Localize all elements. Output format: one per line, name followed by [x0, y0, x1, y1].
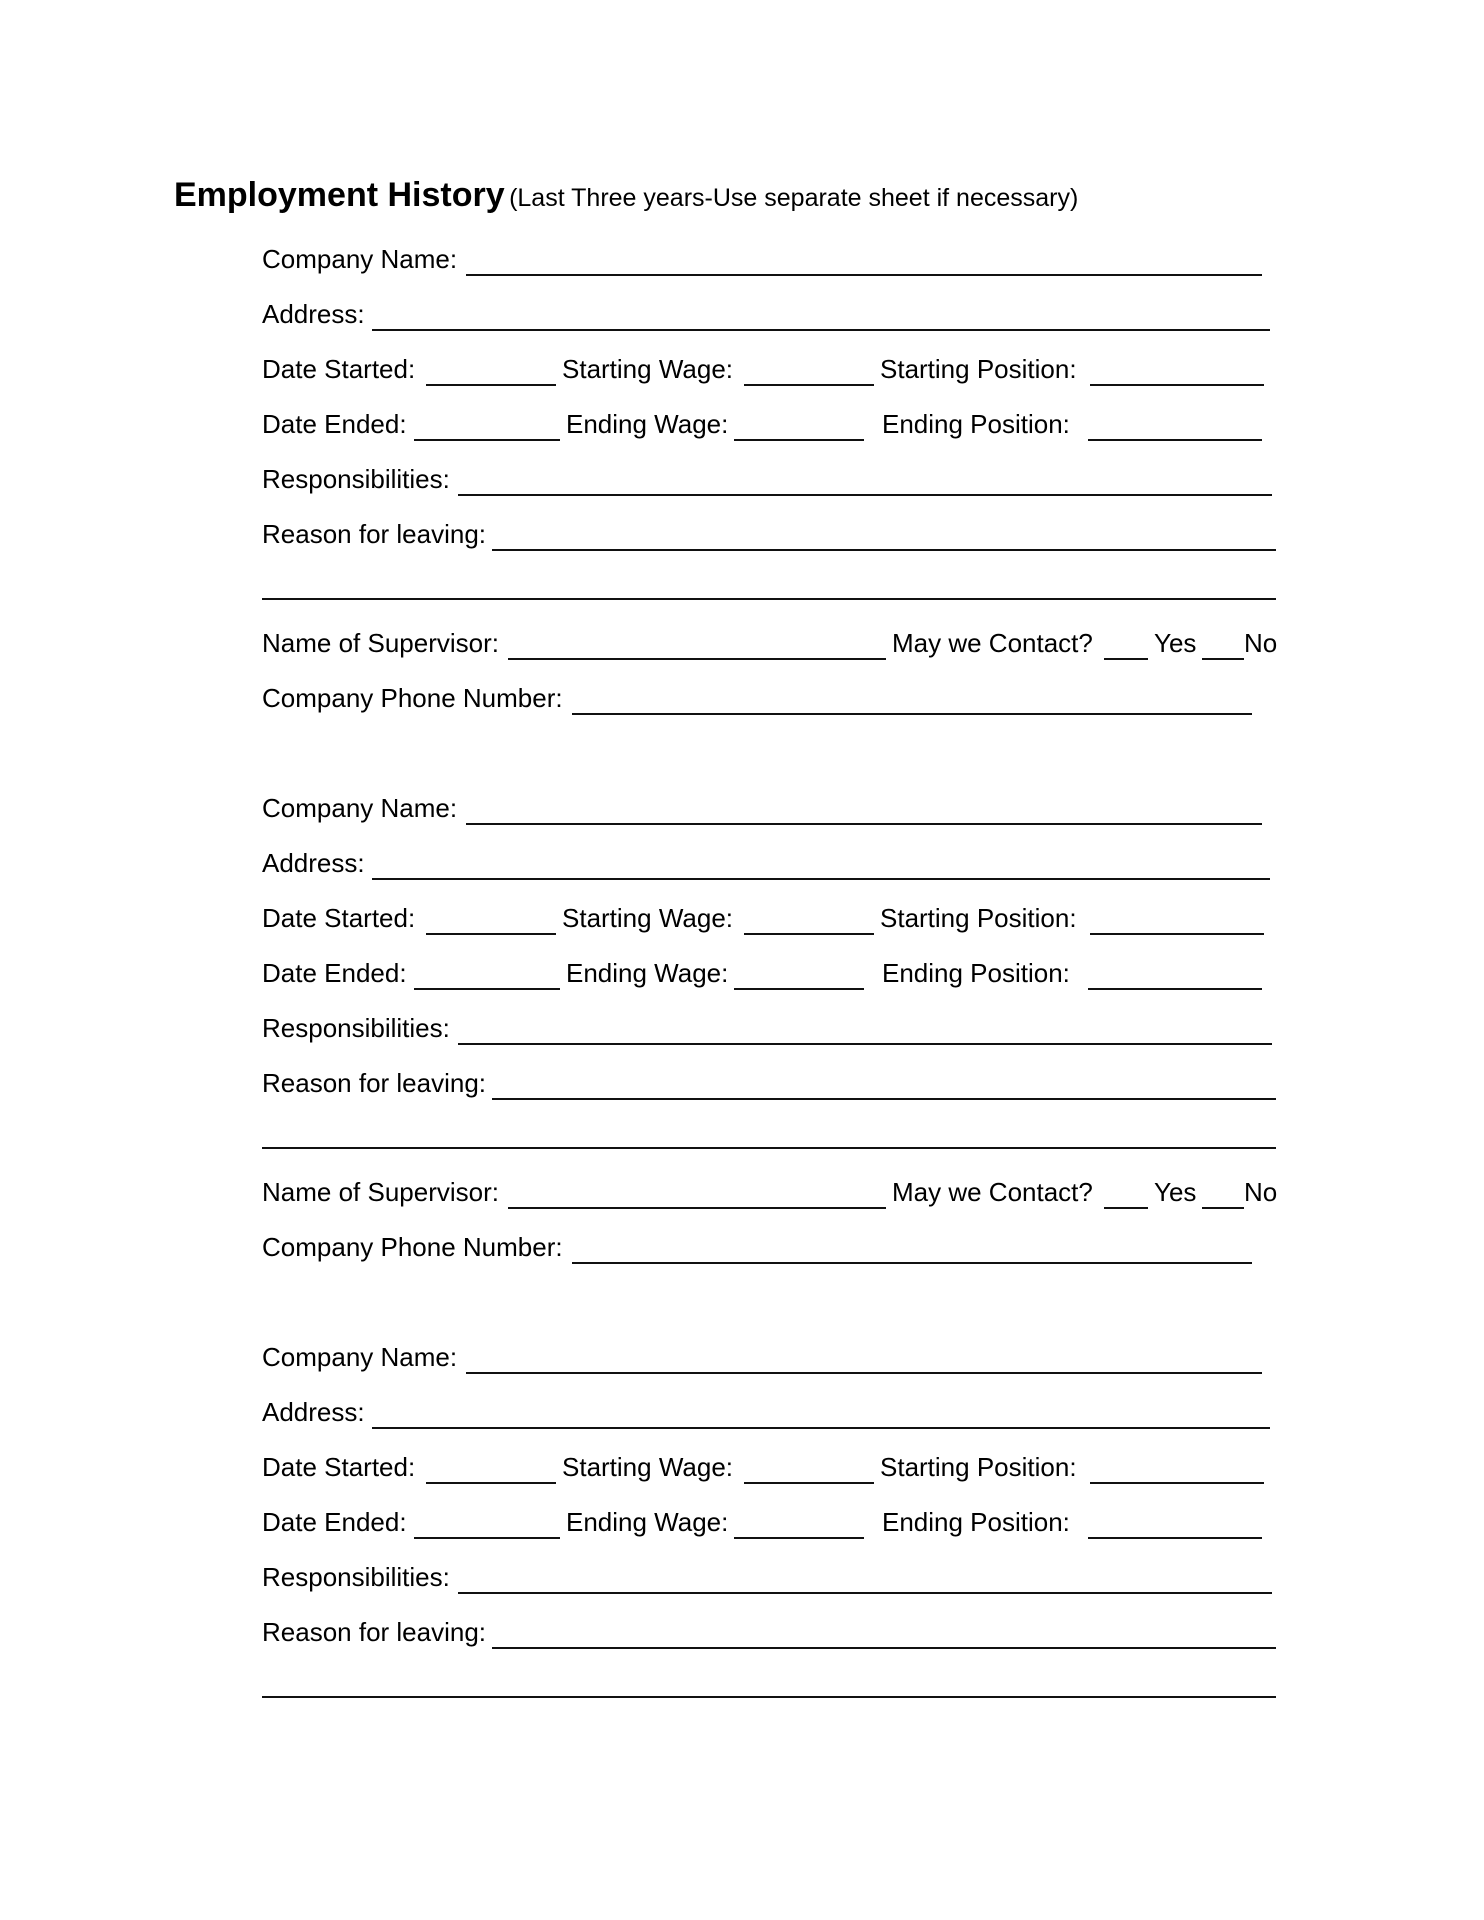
reason-for-leaving-field[interactable]	[492, 1647, 1276, 1649]
starting-position-label: Starting Position:	[880, 903, 1077, 933]
responsibilities-row	[262, 464, 1272, 502]
may-we-contact-label: May we Contact?	[892, 1177, 1093, 1207]
ending-wage-field[interactable]	[734, 1537, 864, 1539]
address-label: Address:	[262, 848, 365, 878]
contact-no-label: No	[1244, 628, 1278, 658]
address-row	[262, 299, 1272, 337]
starting-position-field[interactable]	[1090, 933, 1264, 935]
ending-position-label: Ending Position:	[882, 1507, 1070, 1537]
name-of-supervisor-field[interactable]	[508, 1207, 886, 1209]
reason-for-leaving-extra-line[interactable]	[262, 1696, 1276, 1698]
company-name-label: Company Name:	[262, 1342, 458, 1372]
form-subtitle: (Last Three years-Use separate sheet if necessary)	[509, 184, 1079, 212]
contact-yes-field[interactable]	[1104, 1207, 1148, 1209]
address-field[interactable]	[372, 1427, 1270, 1429]
contact-yes-label: Yes	[1154, 628, 1197, 658]
company-name-row	[262, 793, 1272, 831]
date-ended-field[interactable]	[414, 439, 560, 441]
starting-position-field[interactable]	[1090, 384, 1264, 386]
contact-no-field[interactable]	[1202, 1207, 1244, 1209]
company-phone-row	[262, 683, 1272, 721]
reason-for-leaving-row	[262, 519, 1272, 557]
company-name-row	[262, 244, 1272, 282]
ending-position-label: Ending Position:	[882, 409, 1070, 439]
date-started-row	[262, 903, 1272, 941]
starting-wage-label: Starting Wage:	[562, 1452, 734, 1482]
responsibilities-label: Responsibilities:	[262, 1562, 450, 1592]
reason-for-leaving-extra-line[interactable]	[262, 598, 1276, 600]
date-started-row	[262, 354, 1272, 392]
ending-wage-label: Ending Wage:	[566, 1507, 729, 1537]
date-started-row	[262, 1452, 1272, 1490]
ending-position-field[interactable]	[1088, 988, 1262, 990]
form-title-row	[174, 176, 1078, 215]
ending-position-field[interactable]	[1088, 1537, 1262, 1539]
starting-wage-field[interactable]	[744, 1482, 874, 1484]
ending-wage-field[interactable]	[734, 439, 864, 441]
company-name-label: Company Name:	[262, 244, 458, 274]
date-started-field[interactable]	[426, 384, 556, 386]
responsibilities-row	[262, 1013, 1272, 1051]
date-started-label: Date Started:	[262, 1452, 416, 1482]
company-name-field[interactable]	[466, 274, 1262, 276]
date-ended-label: Date Ended:	[262, 958, 407, 988]
may-we-contact-label: May we Contact?	[892, 628, 1093, 658]
name-of-supervisor-label: Name of Supervisor:	[262, 1177, 499, 1207]
address-label: Address:	[262, 1397, 365, 1427]
reason-for-leaving-extra-line[interactable]	[262, 1147, 1276, 1149]
contact-yes-label: Yes	[1154, 1177, 1197, 1207]
ending-wage-label: Ending Wage:	[566, 958, 729, 988]
date-started-field[interactable]	[426, 1482, 556, 1484]
reason-for-leaving-field[interactable]	[492, 1098, 1276, 1100]
company-phone-field[interactable]	[572, 1262, 1252, 1264]
address-field[interactable]	[372, 878, 1270, 880]
address-label: Address:	[262, 299, 365, 329]
reason-for-leaving-row	[262, 1617, 1272, 1655]
date-ended-row	[262, 958, 1272, 996]
company-phone-row	[262, 1232, 1272, 1270]
name-of-supervisor-field[interactable]	[508, 658, 886, 660]
supervisor-row	[262, 628, 1282, 666]
supervisor-row	[262, 1177, 1282, 1215]
starting-position-label: Starting Position:	[880, 354, 1077, 384]
company-name-field[interactable]	[466, 1372, 1262, 1374]
company-phone-label: Company Phone Number:	[262, 1232, 563, 1262]
contact-yes-field[interactable]	[1104, 658, 1148, 660]
reason-for-leaving-field[interactable]	[492, 549, 1276, 551]
ending-position-label: Ending Position:	[882, 958, 1070, 988]
address-row	[262, 848, 1272, 886]
starting-wage-field[interactable]	[744, 933, 874, 935]
date-started-label: Date Started:	[262, 903, 416, 933]
reason-for-leaving-label: Reason for leaving:	[262, 1617, 487, 1647]
company-name-field[interactable]	[466, 823, 1262, 825]
starting-position-label: Starting Position:	[880, 1452, 1077, 1482]
date-ended-label: Date Ended:	[262, 1507, 407, 1537]
ending-position-field[interactable]	[1088, 439, 1262, 441]
reason-for-leaving-label: Reason for leaving:	[262, 1068, 487, 1098]
name-of-supervisor-label: Name of Supervisor:	[262, 628, 499, 658]
company-name-row	[262, 1342, 1272, 1380]
company-name-label: Company Name:	[262, 793, 458, 823]
reason-for-leaving-row	[262, 1068, 1272, 1106]
starting-wage-label: Starting Wage:	[562, 903, 734, 933]
date-started-field[interactable]	[426, 933, 556, 935]
date-ended-field[interactable]	[414, 1537, 560, 1539]
starting-wage-field[interactable]	[744, 384, 874, 386]
date-started-label: Date Started:	[262, 354, 416, 384]
responsibilities-field[interactable]	[458, 494, 1272, 496]
responsibilities-field[interactable]	[458, 1043, 1272, 1045]
address-field[interactable]	[372, 329, 1270, 331]
reason-for-leaving-label: Reason for leaving:	[262, 519, 487, 549]
responsibilities-label: Responsibilities:	[262, 1013, 450, 1043]
date-ended-row	[262, 409, 1272, 447]
date-ended-field[interactable]	[414, 988, 560, 990]
contact-no-label: No	[1244, 1177, 1278, 1207]
form-title: Employment History	[174, 176, 505, 214]
responsibilities-field[interactable]	[458, 1592, 1272, 1594]
date-ended-label: Date Ended:	[262, 409, 407, 439]
address-row	[262, 1397, 1272, 1435]
company-phone-label: Company Phone Number:	[262, 683, 563, 713]
responsibilities-row	[262, 1562, 1272, 1600]
starting-position-field[interactable]	[1090, 1482, 1264, 1484]
date-ended-row	[262, 1507, 1272, 1545]
contact-no-field[interactable]	[1202, 658, 1244, 660]
starting-wage-label: Starting Wage:	[562, 354, 734, 384]
company-phone-field[interactable]	[572, 713, 1252, 715]
responsibilities-label: Responsibilities:	[262, 464, 450, 494]
ending-wage-label: Ending Wage:	[566, 409, 729, 439]
ending-wage-field[interactable]	[734, 988, 864, 990]
